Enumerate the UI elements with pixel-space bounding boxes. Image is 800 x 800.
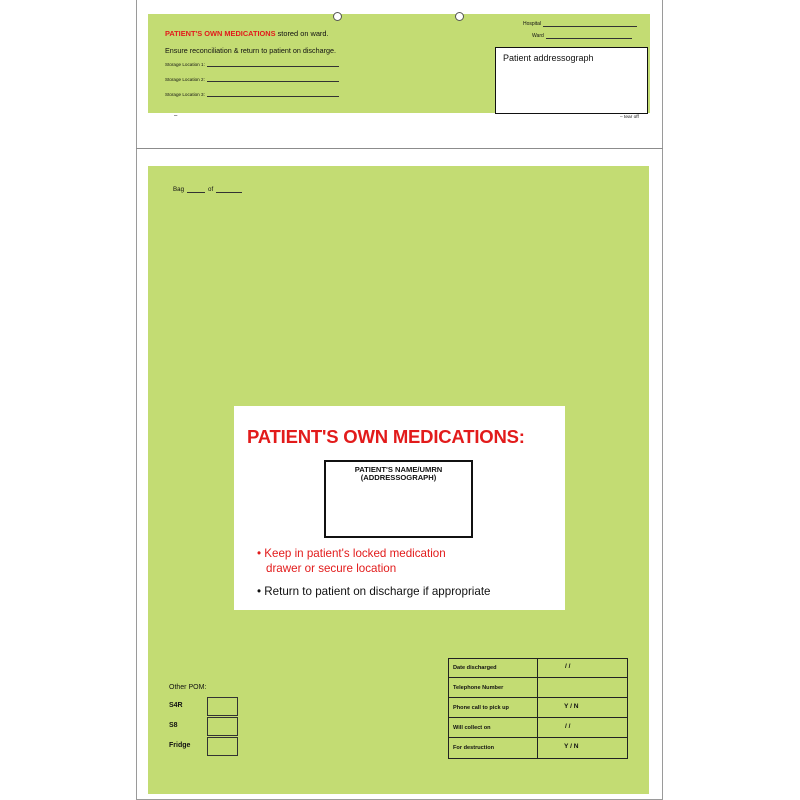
tag-instruction: Ensure reconciliation & return to patient on discharge. [165,46,337,55]
phone-call-label: Phone call to pick up [453,705,509,711]
bullet-return-on-discharge: • Return to patient on discharge if appropriate [257,585,491,598]
storage-location-2-field[interactable] [165,77,339,82]
bullet-keep-locked [257,546,446,576]
tag-heading-red: PATIENT'S OWN MEDICATIONS [165,29,276,38]
storage-location-3-field[interactable] [165,92,339,97]
punch-hole-left [333,12,342,21]
hospital-field[interactable] [523,21,637,27]
tear-off-label: – tear off [620,115,639,120]
pom-s8-checkbox[interactable] [207,717,238,736]
tear-line [136,148,663,149]
of-label: of [208,186,214,193]
will-collect-value[interactable]: / / [565,723,571,730]
label-title: PATIENT'S OWN MEDICATIONS: [247,426,525,447]
bag-number-blank[interactable] [187,187,205,193]
telephone-number-label: Telephone Number [453,685,504,691]
hospital-label: Hospital [523,21,542,27]
tag-heading [165,29,329,38]
storage-location-2-label: Storage Location 2: [165,77,205,82]
patient-addressograph-box[interactable] [495,47,648,114]
pom-row-s4r-label: S4R [169,702,183,709]
table-column-divider [537,658,538,759]
other-pom-title: Other POM: [169,684,207,691]
tag-heading-rest: stored on ward. [275,29,329,38]
patient-name-umrn-label [326,466,471,482]
storage-location-3-label: Storage Location 3: [165,92,205,97]
pom-row-s8-label: S8 [169,722,178,729]
date-discharged-value[interactable]: / / [565,663,571,670]
bag-total-blank[interactable] [216,187,242,193]
for-destruction-yes-no[interactable]: Y / N [564,743,579,750]
tear-mark-left: – [174,113,178,119]
bullet-keep-locked-line-2: drawer or secure location [266,562,397,575]
pom-fridge-checkbox[interactable] [207,737,238,756]
ward-field[interactable] [532,33,632,39]
for-destruction-label: For destruction [453,745,495,751]
storage-location-1-field[interactable] [165,62,339,67]
bag-label: Bag [173,186,185,193]
bullet-keep-locked-line-1: • Keep in patient's locked medication [257,547,446,560]
pom-s4r-checkbox[interactable] [207,697,238,716]
addressograph-line-2: (ADDRESSOGRAPH) [360,473,437,482]
addressograph-line-1: PATIENT'S NAME/UMRN [354,465,443,474]
telephone-number-value[interactable] [545,683,625,695]
pom-row-fridge-label: Fridge [169,742,191,749]
bag-number-field[interactable] [173,186,242,193]
date-discharged-label: Date discharged [453,665,497,671]
will-collect-label: Will collect on [453,725,491,731]
punch-hole-right [455,12,464,21]
patient-addressograph-label: Patient addressograph [503,53,594,63]
storage-location-1-label: Storage Location 1: [165,62,205,67]
phone-call-yes-no[interactable]: Y / N [564,703,579,710]
ward-label: Ward [532,33,544,39]
